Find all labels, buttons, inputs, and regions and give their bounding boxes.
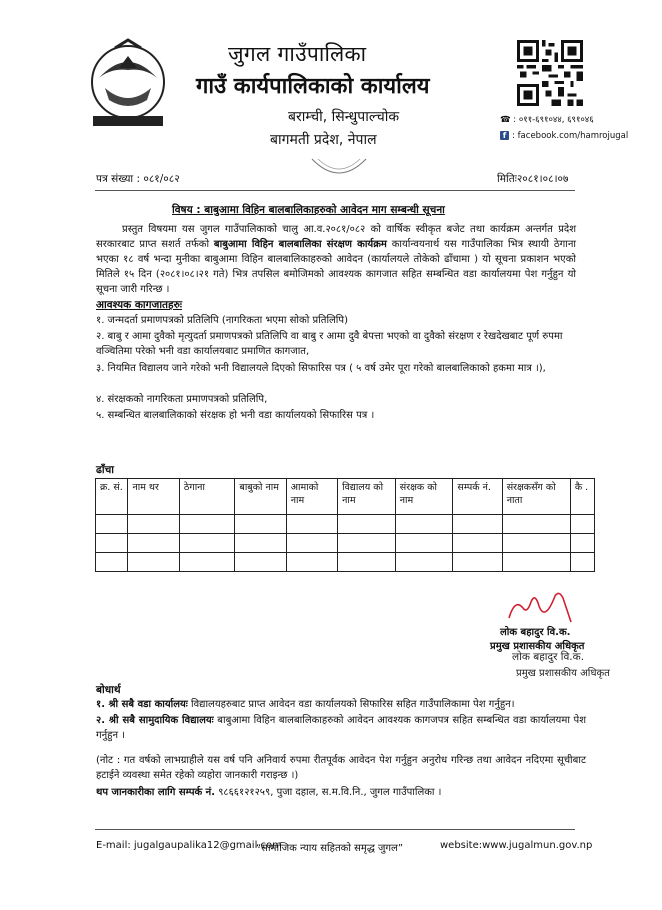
table-row [96, 534, 595, 553]
office-stamp [308, 155, 370, 185]
col-header: कै . [570, 479, 594, 515]
notice-item-text: बाबुआमा विहिन बालबालिकाहरुको आवेदन आवश्यक कागजपत्र सहित सम्बन्धित वडा कार्यालयमा पेश गर्नुहुन । [96, 715, 586, 741]
documents-heading: आवश्यक कागजातहरुः [96, 299, 183, 311]
table-row [96, 553, 595, 572]
notice-heading: बोधार्थ [96, 684, 121, 696]
table-row [96, 515, 595, 534]
notice-item-recipient: १. श्री सबै वडा कार्यालयः [96, 699, 188, 710]
phone-numbers: ☎ : ०११-६९१०४४, ६९१०४६ [500, 115, 594, 125]
signatory-name: लोक बहादुर वि.क. [500, 627, 571, 638]
document-item: २. बाबु र आमा दुवैको मृत्युदर्ता प्रमाणपत्रको प्रतिलिपि वा बाबु र आमा दुवै बेपत्ता भएको वा दुवैको संरक्षण र रेखदेखबाट पूर्ण रुपमा वञ्चितिमा परेको भनी वडा कार्यालयबाट प्रमाणित कागजात, [96, 331, 563, 357]
signature-stamp-name: लोक बहादुर वि.क. [512, 651, 585, 663]
contact-details: ९८६६१२१२५९, पुजा दहाल, स.म.वि.नि., जुगल गाउँपालिका । [215, 787, 442, 798]
address-line-1: बराम्ची, सिन्धुपाल्चोक [288, 109, 400, 125]
col-header: सम्पर्क नं. [453, 479, 502, 515]
application-form-table [95, 478, 595, 572]
contact-label: थप जानकारीका लागि सम्पर्क नं. [96, 787, 216, 798]
col-header: ठेगाना [179, 479, 235, 515]
notice-item [96, 713, 586, 743]
footer-website[interactable]: website:www.jugalmun.gov.np [440, 840, 593, 851]
signatory-title: प्रमुख प्रशासकीय अधिकृत [490, 641, 585, 652]
footer-slogan: “सामाजिक न्याय सहितको समृद्ध जुगल” [256, 843, 404, 854]
body-program-name: बाबुआमा विहिन बालबालिका संरक्षण कार्यक्रम [213, 239, 387, 250]
note-paragraph: (नोट : गत वर्षको लाभग्राहीले यस वर्ष पनि अनिवार्य रुपमा रीतपूर्वक आवेदन पेश गर्नुहुन अनुरोध गरिन्छ तथा आवेदन नदिएमा सूचीबाट हटाईने व्यवस्था समेत रहेको व्यहोरा जानकारी गराइन्छ ।) [96, 755, 586, 781]
handwritten-signature [505, 588, 577, 626]
facebook-link-row[interactable] [500, 131, 628, 141]
document-item: ५. सम्बन्धित बालबालिकाको संरक्षक हो भनी वडा कार्यालयको सिफारिस पत्र । [96, 410, 375, 421]
signature-stamp-title: प्रमुख प्रशासकीय अधिकृत [516, 668, 610, 679]
footer-email[interactable]: E-mail: jugalgaupalika12@gmail.com [96, 840, 282, 851]
letter-date: मितिः२०८१।०८।०७ [497, 173, 569, 185]
body-text-2: कार्यान्वयनार्थ यस गाउँपालिका भित्र स्थायी ठेगाना भएका १८ वर्ष भन्दा मुनीका बाबुआमा विहिन बालबालिकाहरुको आवेदन (कार्यालयले तोकेको ढाँचामा ) यो सूचना प्रकाशन भएको मितिले १५ दिन (२०८१।०८।२१ गते) भित्र तपसिल बमोजिमको आवश्यक कागजात सहित सम्बन्धित वडा कार्यालयमा पेश गर्नुहुन यो सूचना जारी गरिन्छ । [96, 239, 577, 295]
col-header: आमाको नाम [286, 479, 337, 515]
facebook-icon: f [500, 131, 509, 140]
contact-line [96, 785, 586, 800]
document-item: ३. नियमित विद्यालय जाने गरेको भनी विद्यालयले दिएको सिफारिस पत्र ( ५ वर्ष उमेर पूरा गरेको बालबालिकाको हकमा मात्र ।), [96, 363, 546, 374]
notice-item-recipient: २. श्री सबै सामुदायिक विद्यालयः [96, 715, 214, 726]
subject-line: विषय : बाबुआमा विहिन बालबालिकाहरुको आवेदन माग सम्बन्धी सूचना [172, 204, 445, 216]
document-item: ४. संरक्षकको नागरिकता प्रमाणपत्रको प्रतिलिपि, [96, 394, 268, 405]
nepal-emblem-logo [85, 38, 171, 130]
office-name: गाउँ कार्यपालिकाको कार्यालय [196, 74, 430, 99]
col-header: संरक्षकसँग को नाता [502, 479, 570, 515]
body-paragraph [96, 222, 576, 297]
document-item: १. जन्मदर्ता प्रमाणपत्रको प्रतिलिपि (नागरिकता भएमा सोको प्रतिलिपि) [96, 315, 348, 326]
notice-item-text: विद्यालयहरुबाट प्राप्त आवेदन वडा कार्यालयको सिफारिस सहित गाउँपालिकामा पेश गर्नुहुन। [187, 699, 515, 710]
address-line-2: बागमती प्रदेश, नेपाल [270, 132, 377, 148]
header-divider [95, 190, 575, 191]
municipality-name: जुगल गाउँपालिका [228, 42, 367, 66]
table-header-row [96, 479, 595, 515]
col-header: विद्यालय को नाम [338, 479, 396, 515]
facebook-link[interactable]: : facebook.com/hamrojugal [512, 131, 629, 141]
footer-divider [95, 829, 575, 830]
form-heading: ढाँचा [96, 464, 115, 476]
qr-code-icon [517, 40, 583, 106]
col-header: नाम थर [128, 479, 179, 515]
col-header: क्र. सं. [96, 479, 128, 515]
notice-item [96, 697, 586, 712]
body-text-1: प्रस्तुत विषयमा यस जुगल गाउँपालिकाको चालु आ.व.२०८१/०८२ को वार्षिक स्वीकृत बजेट तथा कार्यक्रम अन्तर्गत प्रदेश सरकारबाट प्राप्त सशर्त तर्फको [96, 224, 576, 250]
reference-number: पत्र संख्या : ०८१/०८२ [96, 173, 180, 185]
col-header: संरक्षक को नाम [395, 479, 453, 515]
col-header: बाबुको नाम [235, 479, 286, 515]
